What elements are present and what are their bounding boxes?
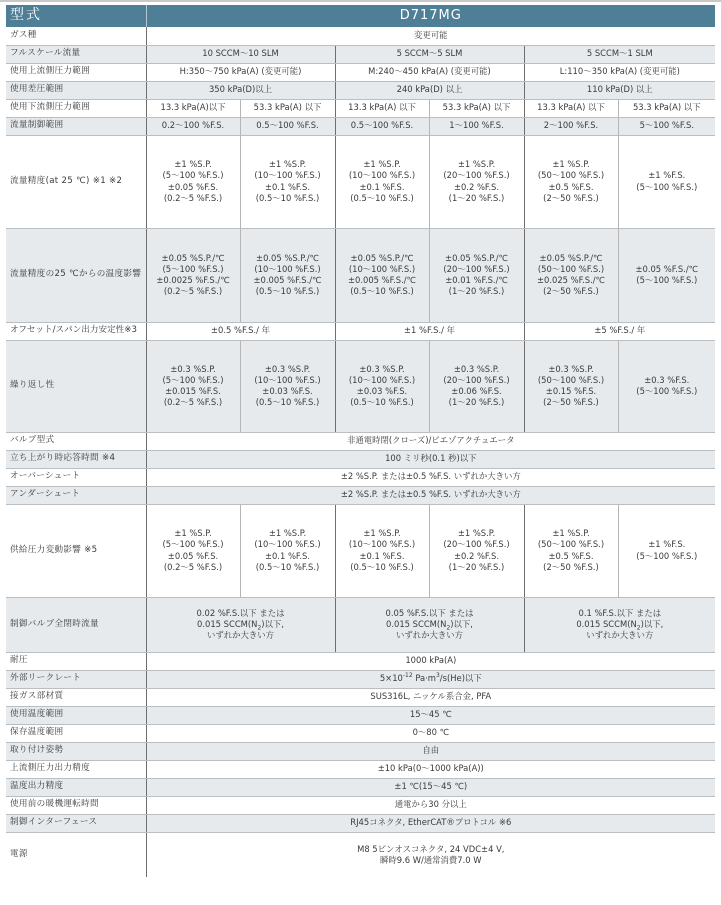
- cell: ±0.05 %F.S./℃ (5〜100 %F.S.): [618, 228, 715, 322]
- cell: 53.3 kPa(A) 以下: [240, 99, 335, 117]
- row-label: 使用差圧範囲: [6, 81, 146, 99]
- row-label: 制御バルブ全閉時流量: [6, 597, 146, 652]
- cell: ±1 %S.P. (10〜100 %F.S.) ±0.1 %F.S. (0.5〜10 %F.S.): [240, 504, 335, 597]
- header-row: [6, 5, 715, 27]
- cell: ±1 %F.S. (5〜100 %F.S.): [618, 135, 715, 228]
- cell: 110 kPa(D) 以上: [524, 81, 715, 99]
- cell: 0.02 %F.S.以下 または 0.015 $SCCM(N_2)$以下, いずれか大きい方: [146, 597, 335, 652]
- cell: 5 SCCM〜1 SLM: [524, 45, 715, 63]
- row-label: 使用温度範囲: [6, 706, 146, 724]
- row-undershoot: [6, 486, 715, 504]
- cell: ±0.05 %S.P./℃ (10〜100 %F.S.) ±0.005 %F.S./℃ (0.5〜10 %F.S.): [335, 228, 429, 322]
- top-rule: [0, 0, 721, 2]
- row-upstream-pressure: [6, 63, 715, 81]
- row-label: 繰り返し性: [6, 340, 146, 432]
- row-control-range: [6, 117, 715, 135]
- row-label: 流量精度(at 25 ℃) ※1 ※2: [6, 135, 146, 228]
- row-power: [6, 832, 715, 877]
- cell: ±0.05 %S.P./℃ (10〜100 %F.S.) ±0.005 %F.S./℃ (0.5〜10 %F.S.): [240, 228, 335, 322]
- row-label: 上流側圧力出力精度: [6, 760, 146, 778]
- row-interface: [6, 814, 715, 832]
- row-value: 15〜45 ℃: [146, 706, 715, 724]
- row-label: 接ガス部材質: [6, 688, 146, 706]
- row-value: 変更可能: [146, 27, 715, 45]
- cell: ±0.5 %F.S./ 年: [146, 322, 335, 340]
- row-mounting: [6, 742, 715, 760]
- cell: ±0.05 %S.P./℃ (50〜100 %F.S.) ±0.025 %F.S./℃ (2〜50 %F.S.): [524, 228, 618, 322]
- cell: 0.5〜100 %F.S.: [335, 117, 429, 135]
- row-operating-temp: [6, 706, 715, 724]
- row-storage-temp: [6, 724, 715, 742]
- row-label: フルスケール流量: [6, 45, 146, 63]
- cell: 13.3 kPa(A) 以下: [524, 99, 618, 117]
- cell: 5 SCCM〜5 SLM: [335, 45, 524, 63]
- row-proof-pressure: [6, 652, 715, 670]
- cell: ±0.3 %S.P. (10〜100 %F.S.) ±0.03 %F.S. (0.5〜10 %F.S.): [335, 340, 429, 432]
- row-label: 流量制御範囲: [6, 117, 146, 135]
- cell: 0.5〜100 %F.S.: [240, 117, 335, 135]
- row-accuracy: [6, 135, 715, 228]
- model-label: 型式: [6, 5, 146, 27]
- row-value: ±10 kPa(0〜1000 kPa(A)): [146, 760, 715, 778]
- row-rise-time: [6, 450, 715, 468]
- cell: 1〜100 %F.S.: [429, 117, 524, 135]
- cell: 13.3 kPa(A) 以下: [335, 99, 429, 117]
- row-gas: [6, 27, 715, 45]
- row-value: M8 5ピンオスコネクタ, 24 VDC±4 V, 瞬時9.6 W/通常消費7.0 W: [357, 843, 505, 865]
- row-label: 使用下流側圧力範囲: [6, 99, 146, 117]
- row-overshoot: [6, 468, 715, 486]
- row-value: $5\times 10^{-12}$ $Pa\cdot m^3/s(He)$以下: [146, 670, 715, 688]
- row-external-leak: [6, 670, 715, 688]
- row-value: ±2 %S.P. または±0.5 %F.S. いずれか大きい方: [146, 468, 715, 486]
- cell: 0.1 %F.S.以下 または 0.015 $SCCM(N_2)$以下, いずれか大きい方: [524, 597, 715, 652]
- cell: 0.2〜100 %F.S.: [146, 117, 240, 135]
- row-closed-leak: [6, 597, 715, 652]
- cell: ±1 %S.P. (10〜100 %F.S.) ±0.1 %F.S. (0.5〜10 %F.S.): [240, 135, 335, 228]
- row-valve-type: [6, 432, 715, 450]
- cell: ±1 %S.P. (10〜100 %F.S.) ±0.1 %F.S. (0.5〜10 %F.S.): [335, 504, 429, 597]
- cell: ±1 %S.P. (50〜100 %F.S.) ±0.5 %F.S. (2〜50 %F.S.): [524, 504, 618, 597]
- cell: ±0.3 %S.P. (50〜100 %F.S.) ±0.15 %F.S. (2〜50 %F.S.): [524, 340, 618, 432]
- cell: ±1 %F.S. (5〜100 %F.S.): [618, 504, 715, 597]
- cell: ±1 %S.P. (10〜100 %F.S.) ±0.1 %F.S. (0.5〜10 %F.S.): [335, 135, 429, 228]
- cell: ±1 %S.P. (50〜100 %F.S.) ±0.5 %F.S. (2〜50 %F.S.): [524, 135, 618, 228]
- row-warmup: [6, 796, 715, 814]
- row-value: 1000 kPa(A): [146, 652, 715, 670]
- row-value: SUS316L, ニッケル系合金, PFA: [146, 688, 715, 706]
- row-full-scale: [6, 45, 715, 63]
- row-value: 自由: [146, 742, 715, 760]
- row-offset-stability: [6, 322, 715, 340]
- row-label: 立ち上がり時応答時間 ※4: [6, 450, 146, 468]
- row-label: オフセット/スパン出力安定性※3: [6, 322, 146, 340]
- row-label: オーバーシュート: [6, 468, 146, 486]
- row-value: 0〜80 ℃: [146, 724, 715, 742]
- cell: ±1 %S.P. (20〜100 %F.S.) ±0.2 %F.S. (1〜20 %F.S.): [429, 135, 524, 228]
- row-value: 通電から30 分以上: [146, 796, 715, 814]
- row-label: 温度出力精度: [6, 778, 146, 796]
- cell: ±0.3 %S.P. (5〜100 %F.S.) ±0.015 %F.S. (0.2〜5 %F.S.): [146, 340, 240, 432]
- row-repeatability: [6, 340, 715, 432]
- row-label: 制御インターフェース: [6, 814, 146, 832]
- row-label: 流量精度の25 ℃からの温度影響: [6, 228, 146, 322]
- row-label: ガス種: [6, 27, 146, 45]
- row-value: 非通電時閉(クローズ)/ピエゾアクチュエータ: [146, 432, 715, 450]
- row-label: 供給圧力変動影響 ※5: [6, 504, 146, 597]
- row-value: RJ45コネクタ, EtherCAT®プロトコル ※6: [146, 814, 715, 832]
- row-label: 外部リークレート: [6, 670, 146, 688]
- cell: L:110〜350 kPa(A) (変更可能): [524, 63, 715, 81]
- cell: 53.3 kPa(A) 以下: [429, 99, 524, 117]
- cell: 10 SCCM〜10 SLM: [146, 45, 335, 63]
- row-value: 100 ミリ秒(0.1 秒)以下: [146, 450, 715, 468]
- row-label: 使用上流側圧力範囲: [6, 63, 146, 81]
- row-label: アンダーシュート: [6, 486, 146, 504]
- cell: 0.05 %F.S.以下 または 0.015 $SCCM(N_2)$以下, いずれか大きい方: [335, 597, 524, 652]
- cell: ±0.3 %S.P. (20〜100 %F.S.) ±0.06 %F.S. (1〜20 %F.S.): [429, 340, 524, 432]
- cell: ±0.05 %S.P./℃ (20〜100 %F.S.) ±0.01 %F.S./℃ (1〜20 %F.S.): [429, 228, 524, 322]
- cell: ±1 %F.S./ 年: [335, 322, 524, 340]
- row-wetted-material: [6, 688, 715, 706]
- row-label: 電源: [6, 832, 146, 877]
- row-temp-output: [6, 778, 715, 796]
- cell: ±1 %S.P. (5〜100 %F.S.) ±0.05 %F.S. (0.2〜5 %F.S.): [146, 504, 240, 597]
- cell: ±5 %F.S./ 年: [524, 322, 715, 340]
- row-downstream-pressure: [6, 99, 715, 117]
- row-temp-effect: [6, 228, 715, 322]
- row-label: バルブ型式: [6, 432, 146, 450]
- row-label: 耐圧: [6, 652, 146, 670]
- cell: ±1 %S.P. (20〜100 %F.S.) ±0.2 %F.S. (1〜20 %F.S.): [429, 504, 524, 597]
- row-diff-pressure: [6, 81, 715, 99]
- cell: ±0.3 %F.S. (5〜100 %F.S.): [618, 340, 715, 432]
- model-name: D717MG: [146, 5, 715, 27]
- row-label: 使用前の暖機運転時間: [6, 796, 146, 814]
- cell: M:240〜450 kPa(A) (変更可能): [335, 63, 524, 81]
- cell: ±1 %S.P. (5〜100 %F.S.) ±0.05 %F.S. (0.2〜5 %F.S.): [146, 135, 240, 228]
- row-label: 保存温度範囲: [6, 724, 146, 742]
- cell: 5〜100 %F.S.: [618, 117, 715, 135]
- cell: H:350〜750 kPa(A) (変更可能): [146, 63, 335, 81]
- cell: 350 kPa(D)以上: [146, 81, 335, 99]
- row-value: ±2 %S.P. または±0.5 %F.S. いずれか大きい方: [146, 486, 715, 504]
- spec-table: [6, 5, 715, 877]
- row-supply-effect: [6, 504, 715, 597]
- row-upstream-output: [6, 760, 715, 778]
- row-value: ±1 ℃(15〜45 ℃): [146, 778, 715, 796]
- cell: 13.3 kPa(A)以下: [146, 99, 240, 117]
- cell: ±0.3 %S.P. (10〜100 %F.S.) ±0.03 %F.S. (0.5〜10 %F.S.): [240, 340, 335, 432]
- cell: 53.3 kPa(A) 以下: [618, 99, 715, 117]
- cell: 240 kPa(D) 以上: [335, 81, 524, 99]
- cell: 2〜100 %F.S.: [524, 117, 618, 135]
- row-label: 取り付け姿勢: [6, 742, 146, 760]
- cell: ±0.05 %S.P./℃ (5〜100 %F.S.) ±0.0025 %F.S./℃ (0.2〜5 %F.S.): [146, 228, 240, 322]
